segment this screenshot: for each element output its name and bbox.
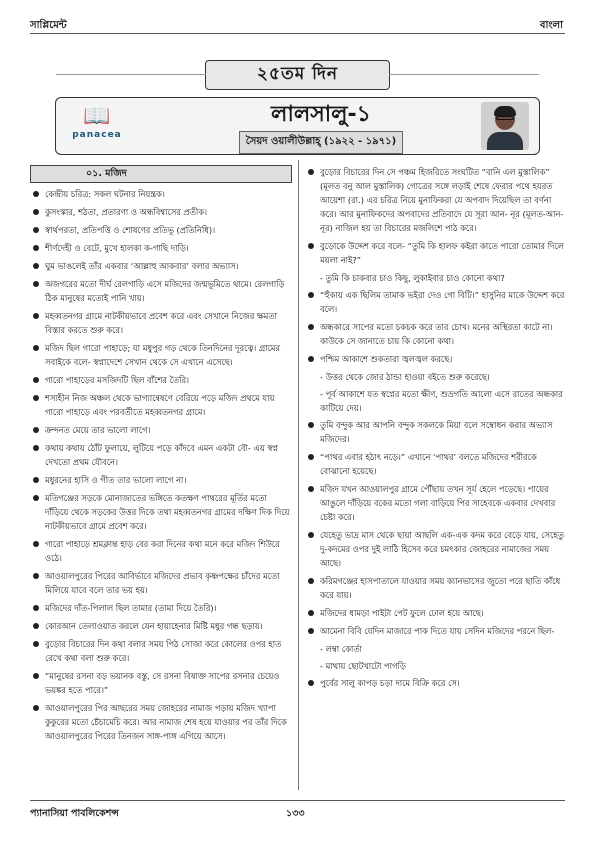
bullet-icon: [33, 495, 39, 501]
list-item: [30, 187, 292, 201]
bullet-icon: [308, 532, 314, 538]
sub-item: - উত্তর থেকে জোর ঠান্ডা হাওয়া বইতে শুরু করেছে।: [320, 372, 490, 382]
list-item: [305, 606, 567, 620]
list-item: [305, 418, 567, 446]
list-item: [30, 277, 292, 305]
supplement-label: সাপ্লিমেন্ট: [30, 20, 67, 31]
list-item-text: পশ্চিম আকাশে শুকতারা জ্বলজ্বল করছে।: [320, 354, 453, 364]
right-column: [305, 165, 567, 694]
bullet-icon: [33, 445, 39, 451]
bullet-icon: [308, 356, 314, 362]
list-item-text: মজিদ যখন আওয়ালপুর গ্রামে পৌঁছায় তখন সূর্য হেলে পড়েছে। পায়ের আঙুলে দাঁড়িয়ে বকের মতো গলা বাড়িয়ে পির সাহেবকে একবার দেখবার চেষ্টা করে।: [320, 484, 556, 522]
list-item: [305, 288, 567, 316]
author-line: সৈয়দ ওয়ালীউল্লাহ্ (১৯২২ - ১৯৭১): [239, 131, 403, 154]
sub-item: - তুমি কি চাকবার চাও কিছু, লুকাইবার চাও কোনো কথা?: [320, 273, 505, 283]
bottom-divider: [30, 800, 565, 801]
list-item-text: কোরআন তেলাওয়াত করলে যেন হায়াহেনার মিষ্টি মধুর গন্ধ ছড়ায়।: [45, 621, 263, 631]
list-item: [305, 676, 567, 690]
list-item-text: মজিদের ধামড়া পাইটা পেট ফুলে ঢোল হয়ে আছে।: [320, 608, 484, 618]
bullet-icon: [308, 169, 314, 175]
right-item-list: [305, 165, 567, 690]
list-item-text: “মানুষের রসনা বড় ভয়ানক বস্তু, সে রসনা বিষাক্ত সাপের রসনার চেয়েও ভয়ঙ্কর হতে পারে।”: [45, 671, 280, 695]
bullet-icon: [33, 313, 39, 319]
logo-text: panacea: [72, 130, 122, 140]
subject-label: বাংলা: [539, 20, 563, 31]
list-item-text: শস্যহীন নিজ অঞ্চল থেকে ভাগ্যান্বেষণে বেরিয়ে পড়ে মজিদ প্রথমে যায় গারো পাহাড়ে এবং পরবর্তীতে মহব্বতনগর গ্রামে।: [45, 393, 275, 417]
bullet-icon: [33, 573, 39, 579]
list-item: [30, 373, 292, 387]
bullet-icon: [33, 605, 39, 611]
list-item: [30, 441, 292, 469]
bullet-icon: [33, 395, 39, 401]
bullet-icon: [33, 477, 39, 483]
list-item: [30, 473, 292, 487]
list-item: [30, 223, 292, 237]
list-item: [305, 574, 567, 602]
list-item-text: আওয়ালপুরের পির আছরের সময় জোহরের নামাজ পড়ায় মজিদ খ্যাপা কুকুরের মতো চেঁচামেচি করে। আর নামাজ শেষ হয়ে যাওয়ার পর তাঁর দিকে আওয়ালপুরের পিরের তিনজন সাঙ্গ-পাঙ্গ এগিয়ে আসে।: [45, 703, 287, 741]
list-item-text: গারো পাহাড়ের মসজিদটি ছিল বাঁশের তৈরি।: [45, 375, 189, 385]
list-item-text: আওয়ালপুরের পিরের আবির্ভাবে মজিদের প্রভাব কৃষ্ণপক্ষের চাঁদের মতো মিলিয়ে যাবে বলে তার ভয় হয়।: [45, 571, 280, 595]
list-item: [30, 341, 292, 369]
list-item: [305, 528, 567, 570]
publisher-name: প্যানাসিয়া পাবলিকেশন্স: [30, 808, 119, 819]
list-item-text: মধুরনের হাসি ও গীত তার ভালো লাগে না।: [45, 475, 187, 485]
chapter-header-box: [55, 97, 540, 155]
bullet-icon: [33, 281, 39, 287]
list-item-text: কথায় কথায় ঠোঁট ফুলায়ে, লুটিয়ে পড়ে কাঁদবে এমন একটা বৌ- এয় স্বপ্ন দেখতো প্রথম যৌবনে।: [45, 443, 278, 467]
bullet-icon: [33, 263, 39, 269]
list-item: [30, 423, 292, 437]
bullet-icon: [33, 345, 39, 351]
sub-item: - লম্বা কোর্তা: [320, 644, 362, 654]
list-item: [30, 241, 292, 255]
list-item: [305, 352, 567, 366]
list-item: [30, 701, 292, 743]
bullet-icon: [33, 705, 39, 711]
title-area: [206, 102, 436, 154]
left-item-list: [30, 187, 292, 743]
sub-item: - মাথায় ছোটখাটো পাগড়ি: [320, 661, 406, 671]
list-item: [30, 309, 292, 337]
list-item-text: মহব্বতনগর গ্রামে নাটকীয়ভাবে প্রবেশ করে এবং সেখানে নিজের ক্ষমতা বিস্তার করতে শুরু করে।: [45, 311, 277, 335]
bullet-icon: [33, 673, 39, 679]
list-item-text: স্বার্থপরতা, প্রতিপত্তি ও শোষণের প্রতিভূ (প্রতিনিধি)।: [45, 225, 216, 235]
section-heading: ০১. মজিদ: [30, 165, 292, 183]
list-item-text: অজগরের মতো দীর্ঘ রেলগাড়ি এসে মজিদের জন্মভূমিতে থামে। রেলগাড়ি ঠিক মানুষের মতোই পানি খায়।: [45, 279, 285, 303]
list-item-text: করিমগঞ্জের হাসপাতালে যাওয়ার সময় ক্যানভাসের জুতো পরে ছাতি কাঁধে করে যায়।: [320, 576, 561, 600]
list-item-text: পুর্বের সালু কাপড় চড়া দামে বিক্রি করে সে।: [320, 678, 460, 688]
list-item: [30, 569, 292, 597]
list-item-text: আমেনা বিবি যেদিন মাজারে পাক দিতে যায় সেদিন মজিদের পরনে ছিল-: [320, 626, 555, 636]
list-item: [30, 669, 292, 697]
list-item: [30, 537, 292, 565]
list-item-text: গারো পাহাড়ে শ্রমক্লান্ত হাড় বের করা দিনের কথা মনে করে মজিদ শিউরে ওঠে।: [45, 539, 280, 563]
list-item: [30, 205, 292, 219]
bullet-icon: [33, 209, 39, 215]
publisher-logo: [66, 104, 128, 148]
list-item-text: কেন্দ্রীয় চরিত্র: সকল ঘটনার নিয়ন্ত্রক।: [45, 189, 165, 199]
list-item-text: বুড়োকে উদ্দেশ করে বলে- “তুমি কি হালফ কইরা কাতে পারো তোমার দিলে ময়লা নাই?”: [320, 241, 564, 265]
list-item-text: “পাথর এবার হঠাৎ নড়ে।” এখানে ‘পাথর’ বলতে মজিদের শরীরকে বোঝানো হয়েছে।: [320, 452, 537, 476]
list-item-text: ঘুম ভাঙলেই তাঁর একবার ‘আল্লাহু আকবার’ বলার অভ্যাস।: [45, 261, 239, 271]
list-item: [30, 637, 292, 665]
list-item: [30, 259, 292, 273]
list-item-text: শীর্ণদেহী ও বেটে, মুখে হালকা ক-গাছি দাড়ি।: [45, 243, 189, 253]
left-column: [30, 165, 292, 747]
bullet-icon: [33, 227, 39, 233]
list-item: [305, 450, 567, 478]
list-item: [305, 165, 567, 235]
bullet-icon: [308, 292, 314, 298]
list-item-text: বুড়োর বিচারের দিন কথা বলার সময় পিঠ সোজা করে কোলের ওপর হাত রেখে কথা বলা শুরু করে।: [45, 639, 282, 663]
list-item: [30, 491, 292, 533]
bullet-icon: [308, 422, 314, 428]
list-item: [305, 624, 567, 638]
list-item: [305, 320, 567, 348]
list-item: [30, 601, 292, 615]
list-item-text: ক্রন্দনত মেয়ে তার ভালো লাগে।: [45, 425, 151, 435]
bullet-icon: [308, 454, 314, 460]
bullet-icon: [33, 377, 39, 383]
page-number: ১৩৩: [286, 808, 305, 819]
list-item: [305, 239, 567, 267]
list-item: [30, 619, 292, 633]
list-item-text: কুসংস্কার, শঠতা, প্রতারণা ও অন্ধবিশ্বাসের প্রতীক।: [45, 207, 207, 217]
list-item-text: বুড়োর বিচারের দিন সে পঞ্চম হিজরিতে সংঘটিত “বানি এল মুস্তালিক” (মূলত বনু আল মুস্তালিক) গোত্রের সঙ্গে লড়াই শেষে ফেরার পথে হযরত আয়েশা (রা.) এর চরিত্র নিয়ে মুনাফিকরা যে অপবাদ দিয়েছিল তা বর্ণনা করে। আর মুনাফিকদের অপবাদের প্রতিবাদে যে সূরা আন- নূর (মূলত-আন-নূর) নাজিল হয় তা বিচারের মজলিশে পাঠ করে।: [320, 167, 564, 233]
bullet-icon: [308, 628, 314, 634]
list-item-text: মজিদ ছিল গারো পাহাড়ে; যা মধুপুর গড় থেকে তিনদিনের দূরত্বে। গ্রামের সবাইকে বলে- স্বপ্নাদেশে সেখান থেকে সে এখানে এসেছে।: [45, 343, 280, 367]
bullet-icon: [33, 427, 39, 433]
bullet-icon: [33, 541, 39, 547]
bullet-icon: [33, 623, 39, 629]
sub-item: - পূর্ব আকাশে যত স্বপ্নের মতো ক্ষীণ, শুভ্রগতি আলো এসে রাতের অন্ধকার কাটিয়ে দেয়।: [320, 389, 563, 413]
list-item: [30, 391, 292, 419]
bullet-icon: [33, 641, 39, 647]
bullet-icon: [33, 245, 39, 251]
chapter-title: লালসালু-১: [271, 102, 371, 127]
book-icon: 📖: [83, 104, 111, 129]
list-item-text: যেহেতু ভাদ্র মাস থেকে ছায়া আছলি এক-এক কদম করে বেড়ে যায়, সেহেতু দু-কদমের ওপর দুই লাঠি হিসেব করে চমৎকার জোহরের নামাজের সময় আছে।: [320, 530, 564, 568]
day-title: ২৫তম দিন: [256, 64, 339, 84]
bullet-icon: [33, 191, 39, 197]
column-divider: [298, 160, 299, 790]
bullet-icon: [308, 486, 314, 492]
bullet-icon: [308, 243, 314, 249]
bullet-icon: [308, 578, 314, 584]
bullet-icon: [308, 610, 314, 616]
list-item-text: মতিগঞ্জের সড়কে মোনাজাতের ভঙ্গিতে কতক্ষণ পাথরের মূর্তির মতো দাঁড়িয়ে থেকে সড়কের উত্তর দিকে তথা মহব্বতনগর গ্রামের দক্ষিণ দিক দিয়ে নাটকীয়ভাবে গ্রামে প্রবেশ করে।: [45, 493, 290, 531]
author-photo: [481, 102, 529, 150]
day-banner: [205, 60, 390, 90]
list-item-text: তুমি বন্দুক আর আপনি বন্দুক সকলকে মিয়া বলে সম্বোধন করার অভ্যাস মজিদের।: [320, 420, 553, 444]
list-item: [305, 482, 567, 524]
bullet-icon: [308, 324, 314, 330]
list-item-text: মজিদের দাঁত-পিলাল ছিল তামার (তামা দিয়ে তৈরি)।: [45, 603, 217, 613]
top-divider: [30, 33, 565, 34]
list-item-text: “হুঁকায় এক ছিলিম তামাক ভইরা দেও গো বিটি।” হাসুনির মাকে উদ্দেশ করে বলে।: [320, 290, 565, 314]
bullet-icon: [308, 680, 314, 686]
list-item-text: অন্ধকারে সাপের মতো চকচক করে তার চোখ। মনের অস্থিরতা কাটে না। কাউকে সে জানাতে চায় কি কোনো কথা।: [320, 322, 553, 346]
